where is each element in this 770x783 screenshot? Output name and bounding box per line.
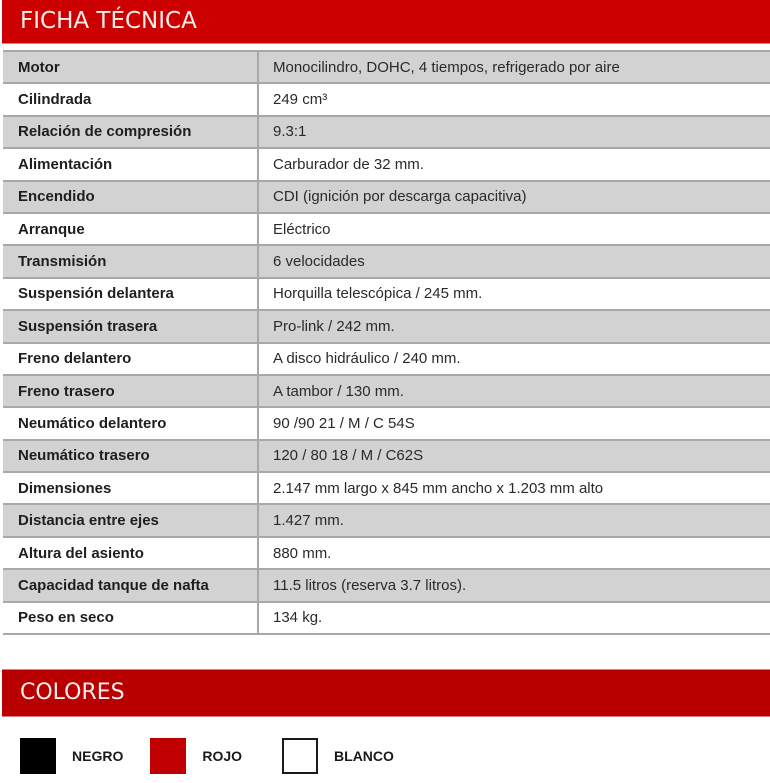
spec-value: Horquilla telescópica / 245 mm. xyxy=(258,278,770,310)
color-swatch-negro xyxy=(20,738,56,774)
table-row xyxy=(3,148,770,180)
spec-label: Cilindrada xyxy=(3,83,258,115)
spec-label: Relación de compresión xyxy=(3,116,258,148)
spec-value: 134 kg. xyxy=(258,602,770,634)
specs-table xyxy=(3,50,770,635)
spec-value: 249 cm³ xyxy=(258,83,770,115)
spec-label: Motor xyxy=(3,51,258,83)
table-row xyxy=(3,472,770,504)
spec-label: Peso en seco xyxy=(3,602,258,634)
spec-value: Pro-link / 242 mm. xyxy=(258,310,770,342)
spec-label: Distancia entre ejes xyxy=(3,504,258,536)
spec-label: Suspensión trasera xyxy=(3,310,258,342)
spec-label: Encendido xyxy=(3,181,258,213)
spec-value: 880 mm. xyxy=(258,537,770,569)
table-row xyxy=(3,181,770,213)
spec-value: 1.427 mm. xyxy=(258,504,770,536)
table-row xyxy=(3,310,770,342)
spec-value: Monocilindro, DOHC, 4 tiempos, refrigerado por aire xyxy=(258,51,770,83)
spec-value: CDI (ignición por descarga capacitiva) xyxy=(258,181,770,213)
spec-value: Eléctrico xyxy=(258,213,770,245)
spec-value: 6 velocidades xyxy=(258,245,770,277)
table-row xyxy=(3,51,770,83)
spec-label: Freno trasero xyxy=(3,375,258,407)
spec-label: Transmisión xyxy=(3,245,258,277)
table-row xyxy=(3,537,770,569)
spec-label: Arranque xyxy=(3,213,258,245)
spec-label: Capacidad tanque de nafta xyxy=(3,569,258,601)
spec-label: Dimensiones xyxy=(3,472,258,504)
spec-value: 90 /90 21 / M / C 54S xyxy=(258,407,770,439)
color-swatch-blanco xyxy=(282,738,318,774)
table-row xyxy=(3,245,770,277)
table-row xyxy=(3,602,770,634)
color-swatches xyxy=(20,737,394,775)
spec-value: 120 / 80 18 / M / C62S xyxy=(258,440,770,472)
spec-label: Suspensión delantera xyxy=(3,278,258,310)
table-row xyxy=(3,116,770,148)
ficha-tecnica-header xyxy=(2,0,770,44)
spec-value: 2.147 mm largo x 845 mm ancho x 1.203 mm alto xyxy=(258,472,770,504)
table-row xyxy=(3,407,770,439)
table-row xyxy=(3,440,770,472)
spec-label: Freno delantero xyxy=(3,343,258,375)
table-row xyxy=(3,343,770,375)
color-label-blanco: BLANCO xyxy=(334,748,394,764)
spec-value: A tambor / 130 mm. xyxy=(258,375,770,407)
spec-label: Neumático delantero xyxy=(3,407,258,439)
spec-label: Neumático trasero xyxy=(3,440,258,472)
spec-value: Carburador de 32 mm. xyxy=(258,148,770,180)
ficha-tecnica-title: FICHA TÉCNICA xyxy=(20,8,197,34)
table-row xyxy=(3,213,770,245)
table-row xyxy=(3,569,770,601)
spec-label: Alimentación xyxy=(3,148,258,180)
table-row xyxy=(3,504,770,536)
table-row xyxy=(3,83,770,115)
color-swatch-rojo xyxy=(150,738,186,774)
table-row xyxy=(3,375,770,407)
spec-value: 11.5 litros (reserva 3.7 litros). xyxy=(258,569,770,601)
spec-value: 9.3:1 xyxy=(258,116,770,148)
table-row xyxy=(3,278,770,310)
spec-label: Altura del asiento xyxy=(3,537,258,569)
spec-value: A disco hidráulico / 240 mm. xyxy=(258,343,770,375)
color-label-rojo: ROJO xyxy=(202,748,243,764)
color-label-negro: NEGRO xyxy=(72,748,124,764)
colores-title: COLORES xyxy=(20,680,125,705)
colores-header xyxy=(2,669,770,717)
